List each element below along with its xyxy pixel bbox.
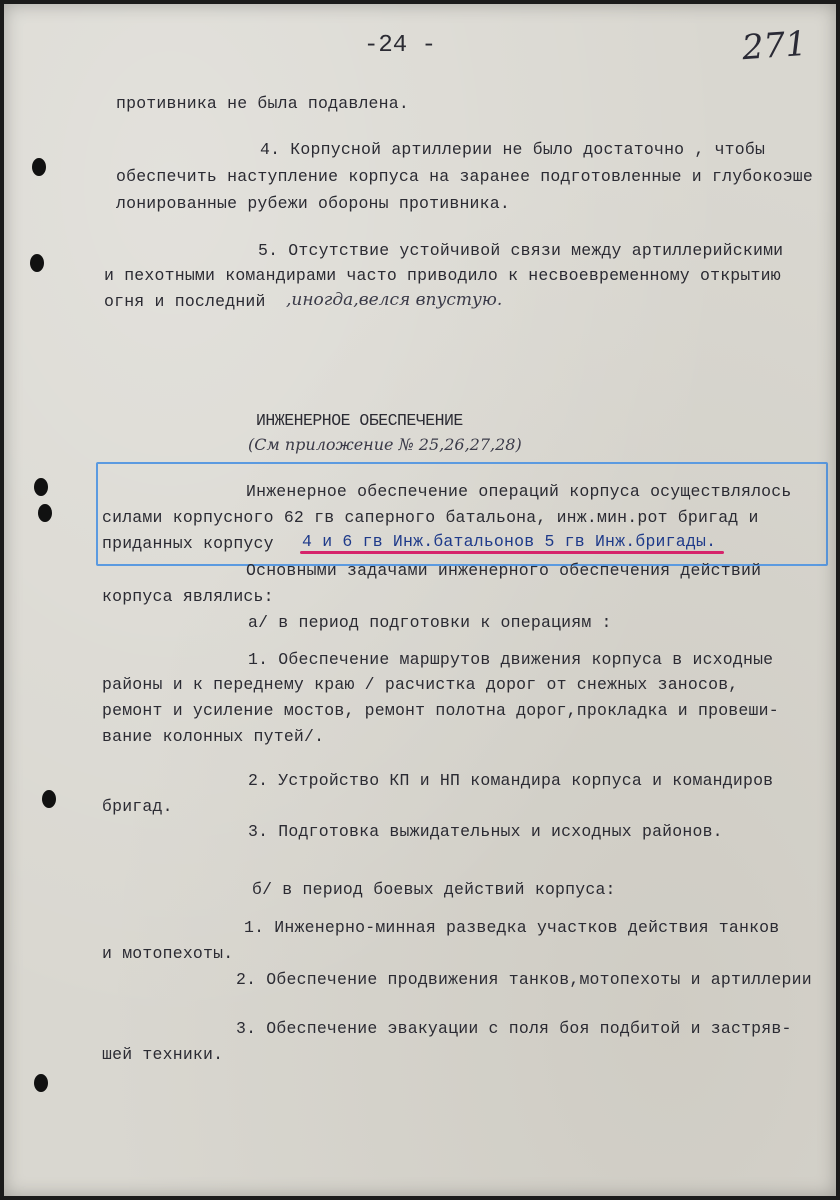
red-underline xyxy=(300,551,724,554)
text-line: 4. Корпусной артиллерии не было достаточно , чтобы xyxy=(260,140,766,159)
binding-hole xyxy=(32,158,46,176)
text-line: 3. Подготовка выжидательных и исходных районов. xyxy=(248,822,723,841)
binding-hole xyxy=(34,478,48,496)
text-line: и мотопехоты. xyxy=(102,944,234,963)
binding-hole xyxy=(34,1074,48,1092)
text-line: шей техники. xyxy=(102,1045,224,1064)
binding-hole xyxy=(38,504,52,522)
text-line: корпуса являлись: xyxy=(102,587,274,606)
text-line: 5. Отсутствие устойчивой связи между артиллерийскими xyxy=(258,241,784,260)
text-line: Основными задачами инженерного обеспечения действий xyxy=(246,561,762,580)
text-line: противника не была подавлена. xyxy=(116,94,409,113)
text-line: лонированные рубежи обороны противника. xyxy=(116,194,510,213)
section-title: ИНЖЕНЕРНОЕ ОБЕСПЕЧЕНИЕ xyxy=(256,411,463,430)
text-line: 1. Инженерно-минная разведка участков действия танков xyxy=(244,918,780,937)
highlighted-text: 4 и 6 гв Инж.батальонов 5 гв Инж.бригады. xyxy=(302,532,717,551)
binding-hole xyxy=(42,790,56,808)
text-line: районы и к переднему краю / расчистка дорог от снежных заносов, xyxy=(102,675,739,694)
text-line: а/ в период подготовки к операциям : xyxy=(248,613,612,632)
archive-number: 271 xyxy=(740,23,809,69)
text-line: Инженерное обеспечение операций корпуса осуществлялось xyxy=(246,482,792,501)
section-note: (См приложение № 25,26,27,28) xyxy=(248,435,522,454)
text-line: 2. Обеспечение продвижения танков,мотопехоты и артиллерии xyxy=(236,970,812,989)
text-line: вание колонных путей/. xyxy=(102,727,325,746)
text-line: приданных корпусу xyxy=(102,534,274,553)
text-line: и пехотными командирами часто приводило к несвоевременному открытию xyxy=(104,266,781,285)
text-line: 1. Обеспечение маршрутов движения корпуса в исходные xyxy=(248,650,774,669)
text-line: б/ в период боевых действий корпуса: xyxy=(252,880,616,899)
text-line: 3. Обеспечение эвакуации с поля боя подбитой и застряв- xyxy=(236,1019,792,1038)
text-line: ремонт и усиление мостов, ремонт полотна дорог,прокладка и провеши- xyxy=(102,701,779,720)
binding-hole xyxy=(30,254,44,272)
handwritten-insertion: ,иногда,велся впустую. xyxy=(286,290,503,310)
page-number: -24 - xyxy=(364,32,437,59)
text-line: огня и последний xyxy=(104,292,266,311)
text-line: 2. Устройство КП и НП командира корпуса и командиров xyxy=(248,771,774,790)
text-line: бригад. xyxy=(102,797,173,816)
text-line: обеспечить наступление корпуса на заранее подготовленные и глубокоэше xyxy=(116,167,814,186)
document-page xyxy=(4,4,836,1196)
text-line: силами корпусного 62 гв саперного батальона, инж.мин.рот бригад и xyxy=(102,508,759,527)
